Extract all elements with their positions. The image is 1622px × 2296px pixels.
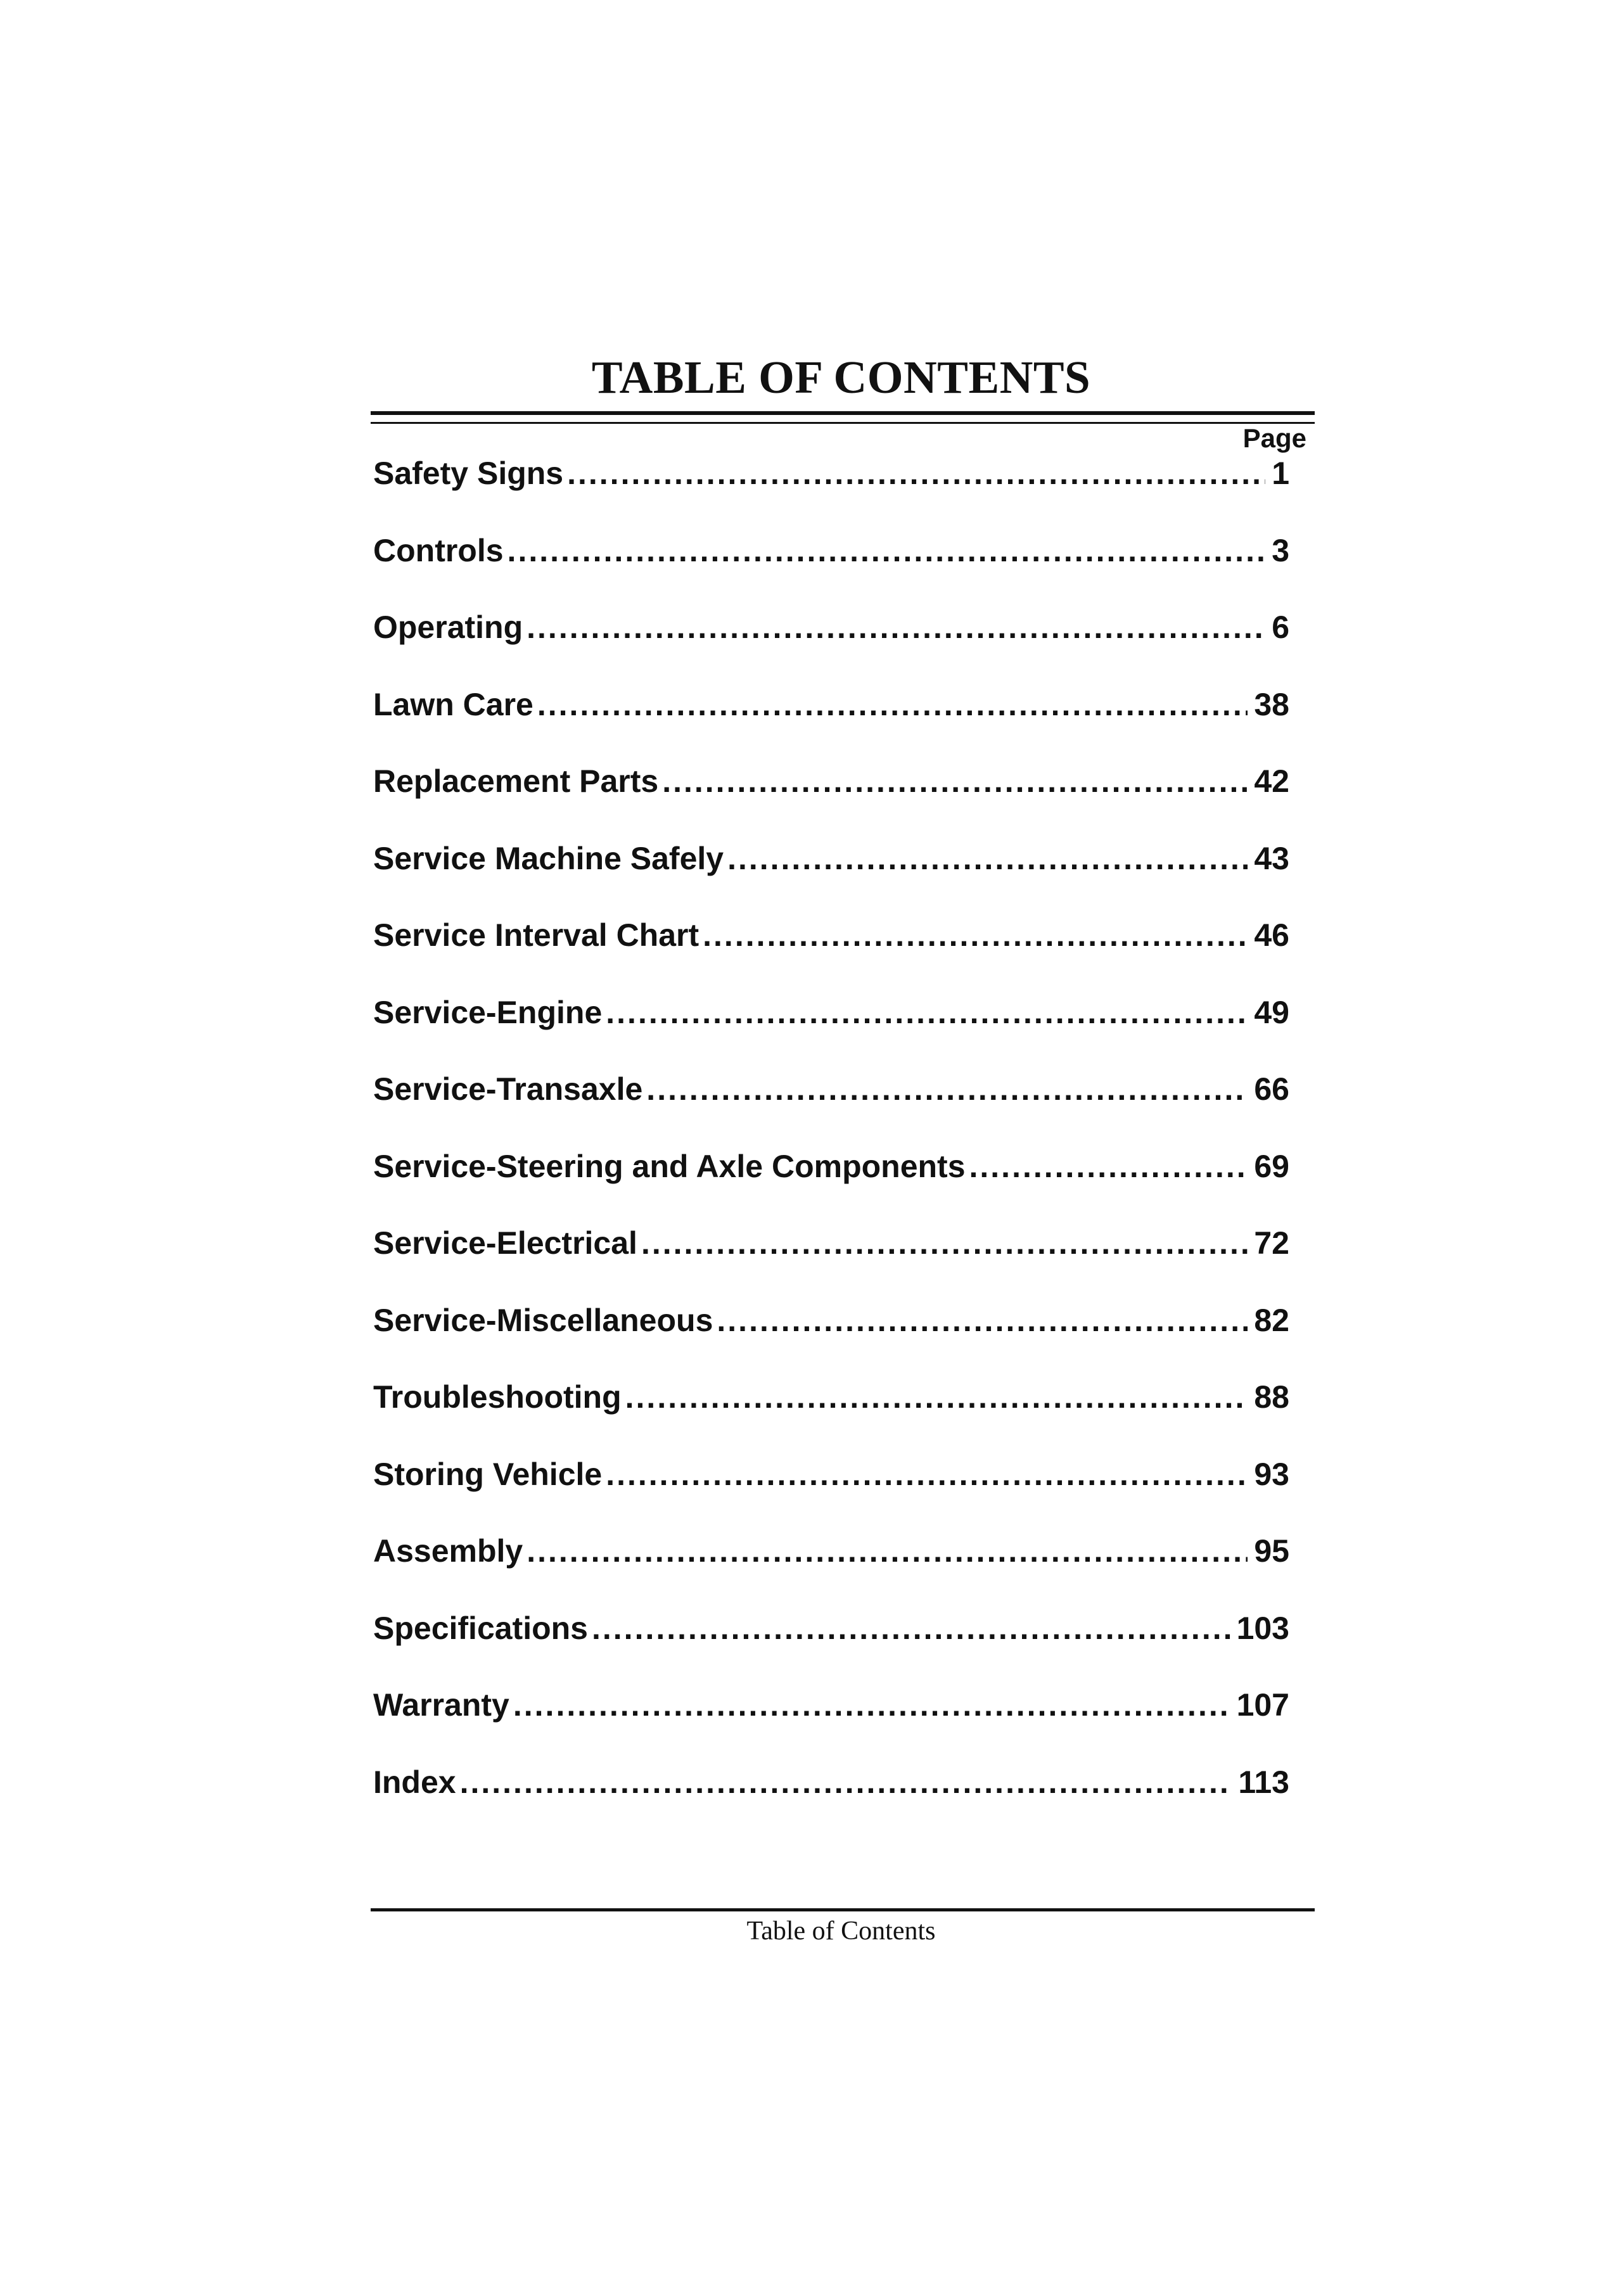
toc-list <box>373 451 1289 1837</box>
toc-entry[interactable] <box>373 1067 1289 1144</box>
toc-entry-page: 49 <box>1254 994 1289 1030</box>
toc-entry-label: Service Machine Safely <box>373 840 724 876</box>
toc-entry[interactable] <box>373 1144 1289 1221</box>
toc-entry-label: Controls <box>373 532 504 568</box>
toc-dot-leader <box>662 759 1248 803</box>
toc-entry-page: 88 <box>1254 1379 1289 1415</box>
toc-dot-leader <box>606 990 1248 1035</box>
toc-entry-page: 69 <box>1254 1148 1289 1184</box>
toc-entry-label: Service-Engine <box>373 994 603 1030</box>
toc-entry[interactable] <box>373 913 1289 990</box>
page-title: TABLE OF CONTENTS <box>591 352 1091 403</box>
toc-entry-label: Service-Steering and Axle Components <box>373 1148 966 1184</box>
toc-entry-label: Service-Transaxle <box>373 1071 643 1107</box>
toc-dot-leader <box>527 1529 1248 1573</box>
toc-dot-leader <box>460 1760 1232 1804</box>
toc-dot-leader <box>703 913 1248 957</box>
toc-entry-page: 6 <box>1272 609 1289 645</box>
toc-entry[interactable] <box>373 836 1289 914</box>
toc-entry-page: 72 <box>1254 1225 1289 1261</box>
toc-entry-label: Replacement Parts <box>373 763 659 799</box>
toc-dot-leader <box>717 1298 1248 1343</box>
toc-entry-label: Storing Vehicle <box>373 1456 603 1492</box>
toc-entry-label: Lawn Care <box>373 686 533 722</box>
toc-entry-page: 66 <box>1254 1071 1289 1107</box>
toc-dot-leader <box>527 605 1265 649</box>
toc-entry-label: Assembly <box>373 1533 523 1569</box>
toc-dot-leader <box>606 1452 1248 1496</box>
toc-dot-leader <box>508 528 1266 573</box>
toc-entry-label: Troubleshooting <box>373 1379 622 1415</box>
toc-entry-page: 46 <box>1254 917 1289 953</box>
toc-dot-leader <box>537 682 1248 727</box>
toc-entry[interactable] <box>373 682 1289 760</box>
toc-entry-label: Specifications <box>373 1610 588 1646</box>
toc-entry-page: 38 <box>1254 686 1289 722</box>
toc-entry[interactable] <box>373 1606 1289 1683</box>
title-rule-bottom <box>371 422 1315 424</box>
toc-entry[interactable] <box>373 1683 1289 1760</box>
toc-entry[interactable] <box>373 990 1289 1068</box>
toc-entry[interactable] <box>373 759 1289 836</box>
toc-entry-page: 43 <box>1254 840 1289 876</box>
toc-dot-leader <box>969 1144 1248 1189</box>
toc-entry[interactable] <box>373 1452 1289 1529</box>
toc-entry-label: Service-Electrical <box>373 1225 637 1261</box>
toc-entry-label: Service Interval Chart <box>373 917 699 953</box>
toc-dot-leader <box>567 451 1265 495</box>
toc-dot-leader <box>727 836 1248 881</box>
footer-rule <box>371 1908 1315 1911</box>
toc-entry-label: Index <box>373 1764 456 1800</box>
page-footer: Table of Contents <box>746 1917 936 1946</box>
page-column-header: Page <box>1242 423 1306 453</box>
toc-dot-leader <box>625 1375 1248 1419</box>
toc-entry-page: 107 <box>1236 1687 1289 1723</box>
toc-entry[interactable] <box>373 528 1289 606</box>
toc-entry-page: 42 <box>1254 763 1289 799</box>
toc-entry-page: 3 <box>1272 532 1289 568</box>
toc-entry-page: 1 <box>1272 456 1289 491</box>
toc-entry-label: Operating <box>373 609 523 645</box>
toc-entry-label: Safety Signs <box>373 456 564 491</box>
toc-entry[interactable] <box>373 1760 1289 1837</box>
toc-entry-page: 82 <box>1254 1302 1289 1338</box>
toc-entry[interactable] <box>373 605 1289 682</box>
toc-entry-page: 93 <box>1254 1456 1289 1492</box>
toc-entry[interactable] <box>373 451 1289 528</box>
title-rule-top <box>371 411 1315 415</box>
toc-entry-label: Warranty <box>373 1687 509 1723</box>
toc-entry[interactable] <box>373 1221 1289 1298</box>
toc-dot-leader <box>592 1606 1230 1650</box>
toc-entry-page: 103 <box>1236 1610 1289 1646</box>
toc-entry[interactable] <box>373 1298 1289 1375</box>
toc-dot-leader <box>646 1067 1248 1111</box>
toc-entry-page: 95 <box>1254 1533 1289 1569</box>
toc-dot-leader <box>641 1221 1248 1265</box>
toc-entry[interactable] <box>373 1529 1289 1606</box>
toc-entry-label: Service-Miscellaneous <box>373 1302 713 1338</box>
toc-entry-page: 113 <box>1238 1764 1289 1800</box>
toc-dot-leader <box>513 1683 1230 1727</box>
toc-entry[interactable] <box>373 1375 1289 1452</box>
